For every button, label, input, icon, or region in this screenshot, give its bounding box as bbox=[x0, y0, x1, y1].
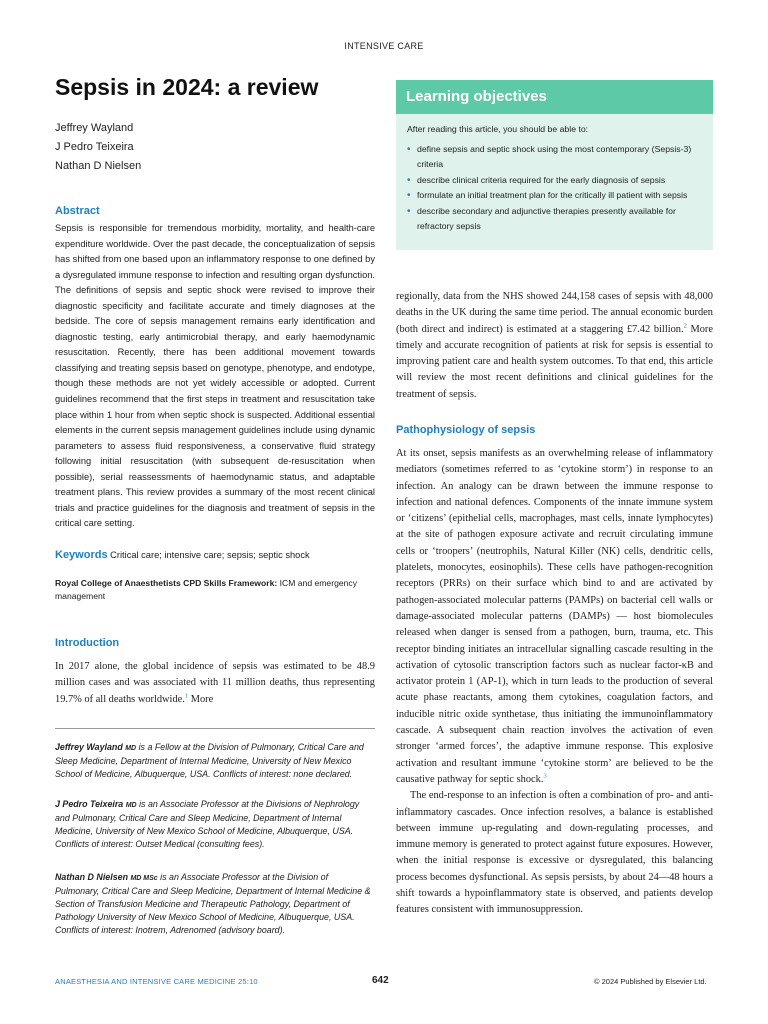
bio-name: Jeffrey Wayland bbox=[55, 742, 123, 752]
keywords-text: Critical care; intensive care; sepsis; septic shock bbox=[110, 550, 310, 560]
author-bio bbox=[55, 871, 373, 937]
page-number: 642 bbox=[372, 975, 389, 986]
paragraph: The end-response to an infection is often a combination of pro- and anti-inflammatory cascades. Once infection resolves, a balance is established between immune up-regulating and down-regulating processes, and immune memory is generated to protect against future exposures. However, when the initial response is excessive or dysregulated, this balancing process becomes dysfunctional. As sepsis persists, by about 24—48 hours a shift towards a hypoinflammatory state is observed, and patients develop features consistent with immunosuppression. bbox=[396, 790, 713, 916]
list-item: • formulate an initial treatment plan for the critically ill patient with sepsis bbox=[407, 188, 707, 203]
bio-degree: MD MSc bbox=[130, 875, 158, 882]
abstract-heading: Abstract bbox=[55, 205, 100, 217]
cpd-framework bbox=[55, 577, 380, 603]
learning-objectives-box bbox=[396, 114, 713, 250]
list-item: • define sepsis and septic shock using the most contemporary (Sepsis-3) criteria bbox=[407, 142, 707, 173]
reference-link[interactable]: 1 bbox=[184, 692, 189, 700]
pathophysiology-text bbox=[396, 446, 713, 919]
introduction-heading: Introduction bbox=[55, 637, 120, 649]
learning-objectives-intro: After reading this article, you should be able to: bbox=[407, 124, 589, 134]
author-name: Nathan D Nielsen bbox=[55, 160, 142, 172]
list-item: • describe clinical criteria required for the early diagnosis of sepsis bbox=[407, 173, 707, 188]
bio-degree: MD bbox=[125, 745, 137, 752]
abstract-text: Sepsis is responsible for tremendous morbidity, mortality, and health-care expenditure worldwide. Over the past decade, the conceptualization of sepsis has shifted from one based upon an inflammatory response to one defined by a dysregulated immune response to infection and resulting organ dysfunction. The definitions of sepsis and septic shock were revised to improve their diagnostic specificity and facilitate accurate and timely diagnoses at the bedside. The core of sepsis management remains early identification and diagnostic testing, early antimicrobial therapy, and early haemodynamic resuscitation. Recently, there has been additional movement towards classifying and treating sepsis based on genotype, phenotype, and endotype, though these methods are not yet widely accessible or adopted. Current guidelines recommend that the first steps in treatment and resuscitation take place within 1 hour from when septic shock is suspected. Additional essential elements in the current sepsis management guidelines include using dynamic parameters to assess fluid responsiveness, a conservative fluid strategy following initial resuscitation (with subsequent de-resuscitation when possible), serial reassessments of haemodynamic status, and adaptable treatment plans. This review provides a summary of the most recent clinical trials and practice guidelines for the diagnosis and treatment of sepsis in the critical care setting. bbox=[55, 223, 375, 529]
author-bio bbox=[55, 798, 373, 851]
footnote-divider bbox=[55, 728, 375, 729]
bio-text: is a Fellow at the Division of Pulmonary, Critical Care and Sleep Medicine, Department of Internal Medicine, University of New Mexico School of Medicine, Albuquerque, USA. Conflicts of interest: none declared. bbox=[55, 742, 364, 780]
learning-objectives-header bbox=[396, 80, 713, 114]
intro-text-part: More bbox=[188, 693, 214, 705]
author-name: Jeffrey Wayland bbox=[55, 122, 134, 134]
learning-objectives-list bbox=[407, 142, 707, 234]
pathophysiology-heading: Pathophysiology of sepsis bbox=[396, 424, 536, 436]
bio-text: is an Associate Professor at the Division of Pulmonary, Critical Care and Sleep Medicine, Department of Internal Medicine & Section of Transfusion Medicine and Therapeutic Pathology, Department of Pathology University of New Mexico School of Medicine, Albuquerque, USA. Conflicts of interest: Inotrem, Adrenomed (advisory board). bbox=[55, 872, 371, 936]
paragraph: At its onset, sepsis manifests as an overwhelming release of inflammatory mediators (sometimes referred to as ‘cytokine storm’) in response to an infection. An analogy can be drawn between the immune response to infection and national defences. Components of the innate immune system or ‘citizens’ (epithelial cells, macrophages, mast cells, innate lymphocytes) at the site of pathogen exposure activate and recruit circulating immune cells or ‘troopers’ (neutrophils, Natural Killer (NK) cells, dendritic cells, platelets, monocytes, eosinophils). These cells have pathogen-recognition receptors (PRRs) on their surface which bind to and are activated by pathogen-associated molecular patterns (PAMPs) on bacterial cell walls or damage-associated molecular patterns (DAMPs) — host biomolecules released when danger is sensed from a pathogen, burn, trauma, etc. This receptor binding initiates an intracellular signalling cascade resulting in the activation of cytosolic transcription factors such as nuclear factor-κB and activator protein 1 (AP-1), which in turn leads to the production of several acute phase reactants, among them cytokines, coagulation factors, and inducible nitric oxide synthetase, thus initiating the immunoinflammatory cascade. A subsequent chain reaction involves the activation of even stronger ‘armed forces’, the adaptive immune response. This explosive activation and resultant immune ‘cytokine storm’ are believed to be the causative pathway for septic shock. bbox=[396, 448, 713, 785]
section-label: INTENSIVE CARE bbox=[344, 41, 424, 51]
cpd-label: Royal College of Anaesthetists CPD Skills Framework: bbox=[55, 578, 278, 588]
bio-text: is an Associate Professor at the Divisions of Nephrology and Pulmonary, Critical Care and Sleep Medicine, Department of Internal Medicine, University of New Mexico School of Medicine, Albuquerque, USA. Conflicts of interest: Outset Medical (consulting fees). bbox=[55, 799, 360, 850]
introduction-text bbox=[55, 659, 375, 708]
reference-link[interactable]: 2 bbox=[683, 322, 687, 330]
journal-name: ANAESTHESIA AND INTENSIVE CARE MEDICINE 25:10 bbox=[55, 977, 258, 986]
author-name: J Pedro Teixeira bbox=[55, 141, 134, 153]
bio-name: J Pedro Teixeira bbox=[55, 799, 124, 809]
article-title: Sepsis in 2024: a review bbox=[55, 74, 319, 100]
reference-link[interactable]: 3 bbox=[543, 772, 547, 780]
bio-name: Nathan D Nielsen bbox=[55, 872, 128, 882]
learning-objectives-title: Learning objectives bbox=[406, 88, 547, 105]
intro-continuation bbox=[396, 289, 713, 403]
copyright: © 2024 Published by Elsevier Ltd. bbox=[594, 977, 707, 986]
intro-text-part: More timely and accurate recognition of patients at risk for sepsis is essential to improving patient care and health system outcomes. To that end, this article will review the most recent definitions and clinical guidelines for the treatment of sepsis. bbox=[396, 323, 714, 400]
cpd-text: ICM and emergency management bbox=[55, 578, 358, 601]
keywords-label: Keywords bbox=[55, 549, 108, 561]
bio-degree: MD bbox=[125, 802, 137, 809]
author-bio bbox=[55, 741, 373, 781]
list-item: • describe secondary and adjunctive therapies presently available for refractory sepsis bbox=[407, 204, 707, 235]
intro-text-part: In 2017 alone, the global incidence of sepsis was estimated to be 48.9 million cases and was associated with 11 million deaths, thus representing 19.7% of all deaths worldwide. bbox=[55, 661, 375, 705]
intro-text-part: regionally, data from the NHS showed 244,158 cases of sepsis with 48,000 deaths in the UK during the same time period. The annual economic burden (both direct and indirect) is estimated at a staggering £7.42 billion. bbox=[396, 291, 713, 335]
keywords bbox=[55, 548, 380, 562]
